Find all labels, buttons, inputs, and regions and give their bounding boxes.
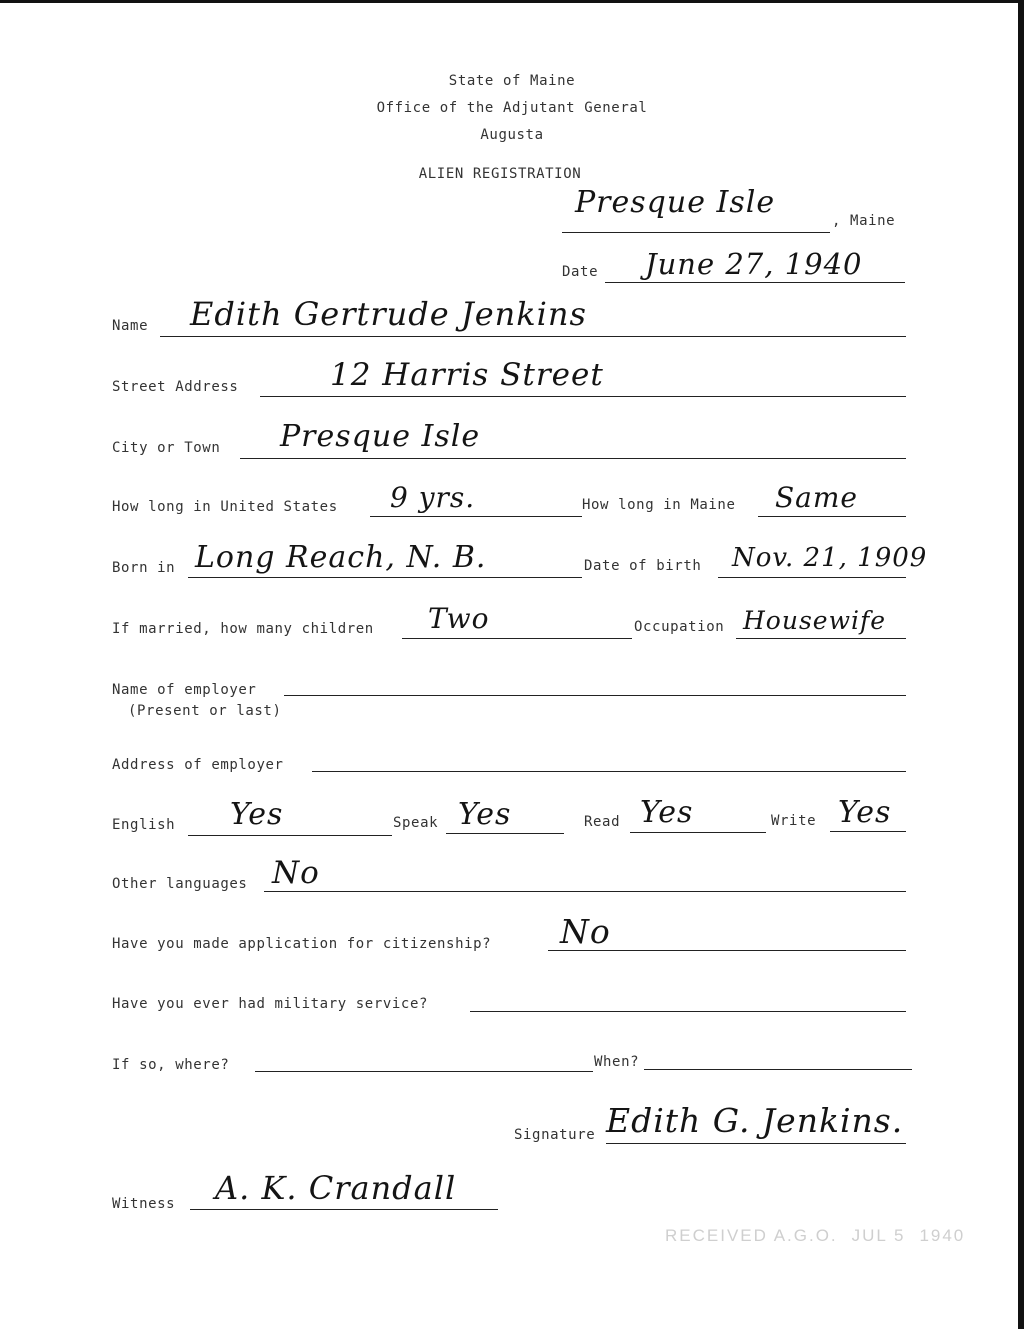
witness-line (190, 1209, 498, 1210)
signature-label: Signature (514, 1127, 596, 1143)
employer-address-label: Address of employer (112, 757, 284, 773)
header-state: State of Maine (448, 73, 576, 89)
years-us-line (370, 516, 582, 517)
when-label: When? (594, 1054, 640, 1070)
military-line[interactable] (470, 1011, 906, 1012)
date-label: Date (562, 264, 599, 280)
city-line (240, 458, 906, 459)
years-maine-label: How long in Maine (582, 497, 736, 513)
form-title: ALIEN REGISTRATION (418, 166, 582, 182)
date-of-birth-value: Nov. 21, 1909 (732, 543, 928, 573)
when-line[interactable] (644, 1069, 912, 1070)
born-in-label: Born in (112, 560, 176, 576)
received-stamp-date: JUL 5 (851, 1226, 906, 1245)
name-value: Edith Gertrude Jenkins (190, 295, 587, 333)
children-line (402, 638, 632, 639)
city-value: Presque Isle (280, 419, 481, 454)
speak-label: Speak (393, 815, 439, 831)
other-languages-value: No (272, 855, 320, 891)
employer-address-line[interactable] (312, 771, 906, 772)
other-languages-label: Other languages (112, 876, 248, 892)
years-maine-line (758, 516, 906, 517)
english-label: English (112, 817, 176, 833)
write-label: Write (771, 813, 817, 829)
read-label: Read (584, 814, 621, 830)
where-label: If so, where? (112, 1057, 230, 1073)
scan-border-right (1018, 0, 1024, 1329)
children-label: If married, how many children (112, 621, 374, 637)
place-suffix: , Maine (832, 213, 896, 229)
street-address-label: Street Address (112, 379, 239, 395)
write-line (830, 831, 906, 832)
years-maine-value: Same (775, 481, 858, 514)
speak-line (446, 833, 564, 834)
citizenship-label: Have you made application for citizenship? (112, 936, 492, 952)
place-line (562, 232, 830, 233)
born-in-value: Long Reach, N. B. (195, 540, 487, 575)
occupation-value: Housewife (743, 606, 887, 635)
header-city: Augusta (480, 127, 544, 143)
employer-label: Name of employer (112, 682, 257, 698)
employer-sublabel: (Present or last) (128, 703, 282, 719)
place-value: Presque Isle (575, 185, 776, 220)
name-label: Name (112, 318, 149, 334)
received-stamp-text: RECEIVED A.G.O. (665, 1226, 838, 1245)
military-label: Have you ever had military service? (112, 996, 429, 1012)
write-value: Yes (838, 795, 892, 830)
occupation-label: Occupation (634, 619, 725, 635)
where-line[interactable] (255, 1071, 593, 1072)
children-value: Two (428, 602, 490, 635)
signature-line (606, 1143, 906, 1144)
read-value: Yes (640, 795, 694, 830)
received-stamp (665, 1226, 979, 1246)
employer-line[interactable] (284, 695, 906, 696)
citizenship-value: No (560, 912, 611, 951)
street-address-line (260, 396, 906, 397)
other-languages-line (264, 891, 906, 892)
name-line (160, 336, 906, 337)
date-line (605, 282, 905, 283)
date-value: June 27, 1940 (645, 247, 863, 281)
received-stamp-year: 1940 (919, 1226, 966, 1245)
years-us-value: 9 yrs. (390, 481, 476, 514)
born-in-line (188, 577, 582, 578)
witness-value: A. K. Crandall (215, 1169, 457, 1207)
date-of-birth-label: Date of birth (584, 558, 702, 574)
witness-label: Witness (112, 1196, 176, 1212)
years-us-label: How long in United States (112, 499, 338, 515)
english-value: Yes (230, 797, 284, 832)
speak-value: Yes (458, 797, 512, 832)
signature-value: Edith G. Jenkins. (606, 1101, 904, 1140)
date-of-birth-line (718, 577, 906, 578)
header-office: Office of the Adjutant General (376, 100, 648, 116)
english-line (188, 835, 392, 836)
street-address-value: 12 Harris Street (330, 357, 604, 393)
read-line (630, 832, 766, 833)
occupation-line (736, 638, 906, 639)
city-label: City or Town (112, 440, 221, 456)
scan-border-top (0, 0, 1024, 3)
